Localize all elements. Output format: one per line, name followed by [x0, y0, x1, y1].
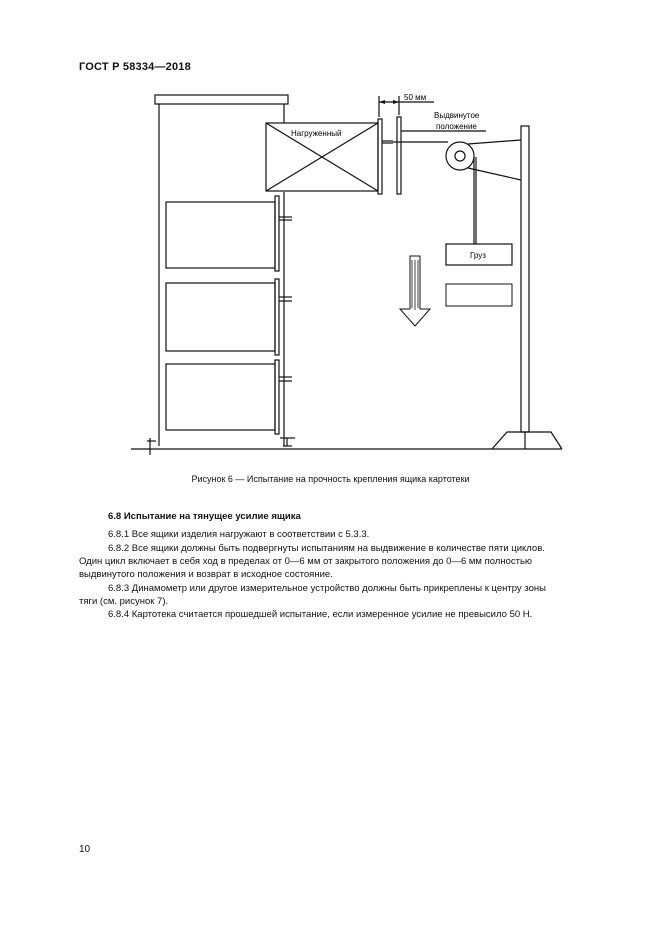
extended-position-front: [397, 117, 401, 194]
section-title: 6.8 Испытание на тянущее усилие ящика: [108, 511, 301, 522]
closed-drawer-3: [166, 364, 275, 430]
paragraph-text: 6.8.2 Все ящики должны быть подвергнуты испытаниям на выдвижение в количестве пяти циклов.: [108, 543, 545, 554]
pulley: [446, 142, 474, 170]
paragraph-text: Один цикл включает в себя ход в пределах от 0—6 мм от закрытого положения до 0—6 мм полностью: [79, 556, 533, 568]
paragraph-6-8-4: [79, 608, 614, 621]
loaded-drawer-front: [378, 119, 382, 194]
extended-label-2: положение: [436, 122, 477, 131]
paragraph-text: выдвинутого положения и возврат в исходное состояние.: [79, 569, 333, 581]
paragraph-6-8-2: [79, 542, 614, 582]
extended-label-1: Выдвинутое: [434, 111, 480, 120]
loaded-label: Нагруженный: [291, 129, 342, 138]
cabinet-top: [155, 95, 288, 104]
load-label: Груз: [470, 251, 486, 260]
standard-header: ГОСТ Р 58334—2018: [79, 61, 191, 73]
paragraph-6-8-1: [79, 528, 614, 541]
paragraph-6-8-3: [79, 582, 614, 608]
page-number: 10: [79, 844, 91, 855]
paragraph-text: тяги (см. рисунок 7).: [79, 596, 169, 608]
paragraph-text: 6.8.1 Все ящики изделия нагружают в соответствии с 5.3.3.: [108, 529, 370, 540]
paragraph-text: 6.8.3 Динамометр или другое измерительное устройство должны быть прикреплены к центру зоны: [108, 583, 546, 594]
closed-drawer-1: [166, 202, 275, 268]
test-stand: [521, 126, 529, 432]
figure-caption: Рисунок 6 — Испытание на прочность крепления ящика картотеки: [191, 474, 470, 484]
distance-label: 50 мм: [404, 93, 427, 102]
load-lower-position: [446, 284, 512, 306]
paragraph-text: 6.8.4 Картотека считается прошедшей испытание, если измеренное усилие не превысило 50 Н.: [108, 609, 533, 620]
closed-drawer-2: [166, 283, 275, 351]
